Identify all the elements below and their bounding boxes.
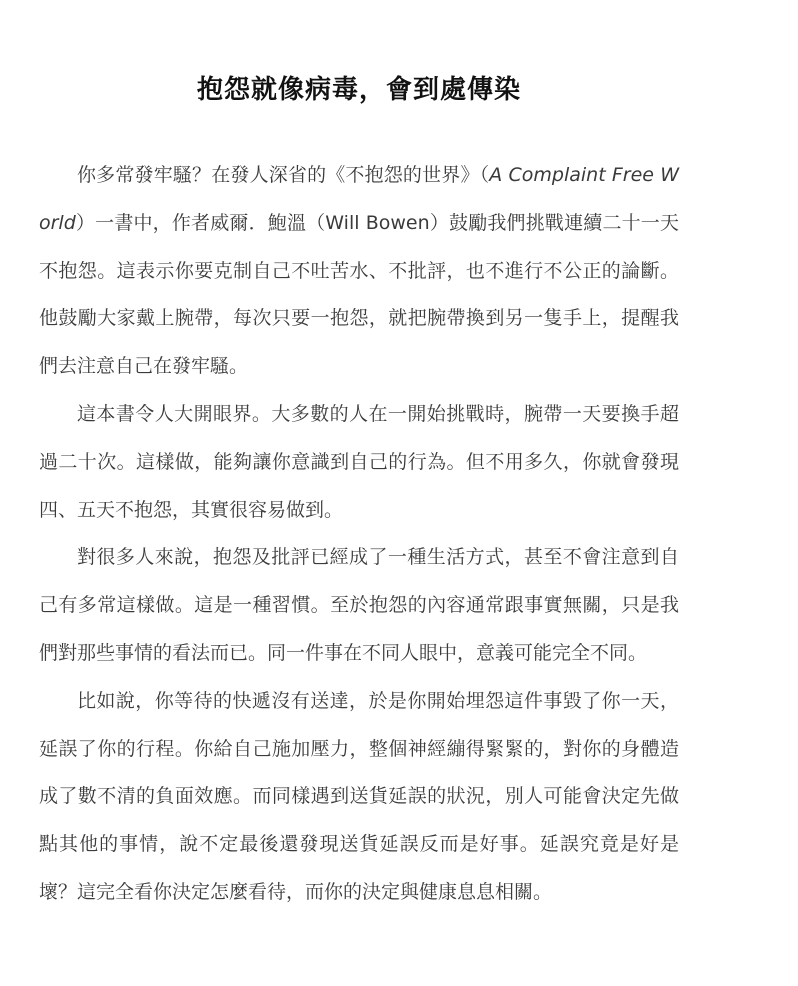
paragraph-3: 對很多人來說，抱怨及批評已經成了一種生活方式，甚至不會注意到自己有多常這樣做。這是一種習慣。至於抱怨的內容通常跟事實無關，只是我們對那些事情的看法而已。同一件事在不同人眼中，意義可能完全不同。 [39,546,679,664]
article-title: 抱怨就像病毒，會到處傳染 [196,75,521,105]
paragraph-1 [39,152,679,391]
article-body [39,152,679,917]
paragraph-2: 這本書令人大開眼界。大多數的人在一開始挑戰時，腕帶一天要換手超過二十次。這樣做，能夠讓你意識到自己的行為。但不用多久，你就會發現四、五天不抱怨，其實很容易做到。 [39,402,679,521]
paragraph-1-before: 你多常發牢騷？在發人深省的《不抱怨的世界》（ [77,164,490,186]
book-title-english: A Complaint Free World [39,164,679,234]
paragraph-4: 比如說，你等待的快遞沒有送達，於是你開始埋怨這件事毀了你一天，延誤了你的行程。你給自己施加壓力，整個神經繃得緊緊的，對你的身體造成了數不清的負面效應。而同樣遇到送貨延誤的狀況，別人可能會決定先做點其他的事情，說不定最後還發現送貨延誤反而是好事。延誤究竟是好是壞？這完全看你決定怎麼看待，而你的決定與健康息息相關。 [39,689,679,903]
paragraph-1-after: ）一書中，作者威爾．鮑溫（Will Bowen）鼓勵我們挑戰連續二十一天不抱怨。這表示你要克制自己不吐苦水、不批評，也不進行不公正的論斷。他鼓勵大家戴上腕帶，每次只要一抱怨，就把腕帶換到另一隻手上，提醒我們去注意自己在發牢騷。 [39,211,679,378]
